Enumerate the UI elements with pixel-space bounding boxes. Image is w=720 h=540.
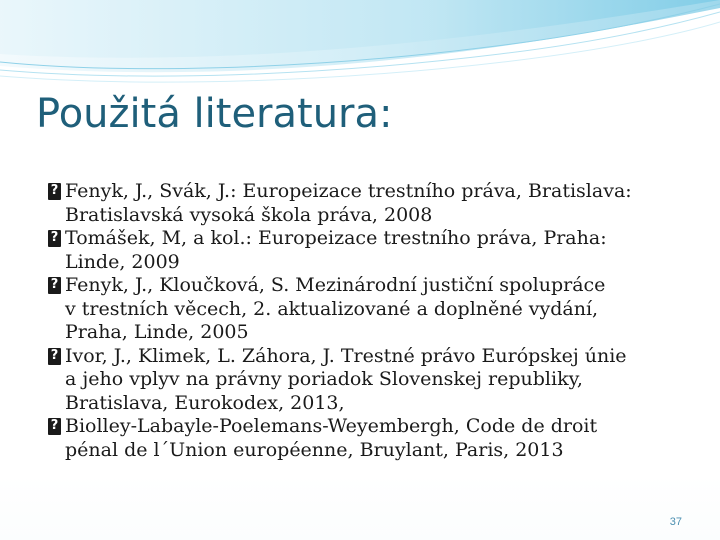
reference-line: a jeho vplyv na právny poriadok Slovenskej republiky, — [65, 368, 583, 390]
missing-glyph-bullet-icon — [48, 348, 61, 365]
missing-glyph-bullet-icon — [48, 183, 61, 200]
reference-line: Bratislavská vysoká škola práva, 2008 — [65, 203, 433, 226]
reference-item — [48, 274, 698, 345]
page-number: 37 — [669, 516, 682, 528]
missing-glyph-bullet-icon — [48, 418, 61, 435]
reference-line: Ivor, J., Klimek, L. Záhora, J. Trestné právo Európskej únie — [65, 344, 627, 367]
reference-line: Fenyk, J., Kloučková, S. Mezinárodní justiční spolupráce — [65, 274, 606, 296]
reference-line: pénal de l´Union européenne, Bruylant, Paris, 2013 — [65, 438, 564, 461]
reference-list — [48, 180, 698, 462]
reference-item — [48, 415, 698, 462]
reference-line: v trestních věcech, 2. aktualizované a doplněné vydání, — [65, 297, 599, 320]
slide-title: Použitá literatura: — [36, 91, 393, 137]
reference-line: Praha, Linde, 2005 — [65, 321, 249, 343]
reference-line: Bratislava, Eurokodex, 2013, — [65, 391, 345, 414]
reference-line: Fenyk, J., Svák, J.: Europeizace trestního práva, Bratislava: — [65, 180, 632, 202]
reference-line: Biolley-Labayle-Poelemans-Weyembergh, Code de droit — [65, 415, 598, 437]
reference-line: Tomášek, M, a kol.: Europeizace trestního práva, Praha: — [65, 227, 607, 249]
reference-line: Linde, 2009 — [65, 250, 180, 273]
reference-item — [48, 180, 698, 227]
decorative-wave-header — [0, 0, 720, 90]
reference-item — [48, 345, 698, 416]
missing-glyph-bullet-icon — [48, 230, 61, 247]
missing-glyph-bullet-icon — [48, 277, 61, 294]
reference-item — [48, 227, 698, 274]
